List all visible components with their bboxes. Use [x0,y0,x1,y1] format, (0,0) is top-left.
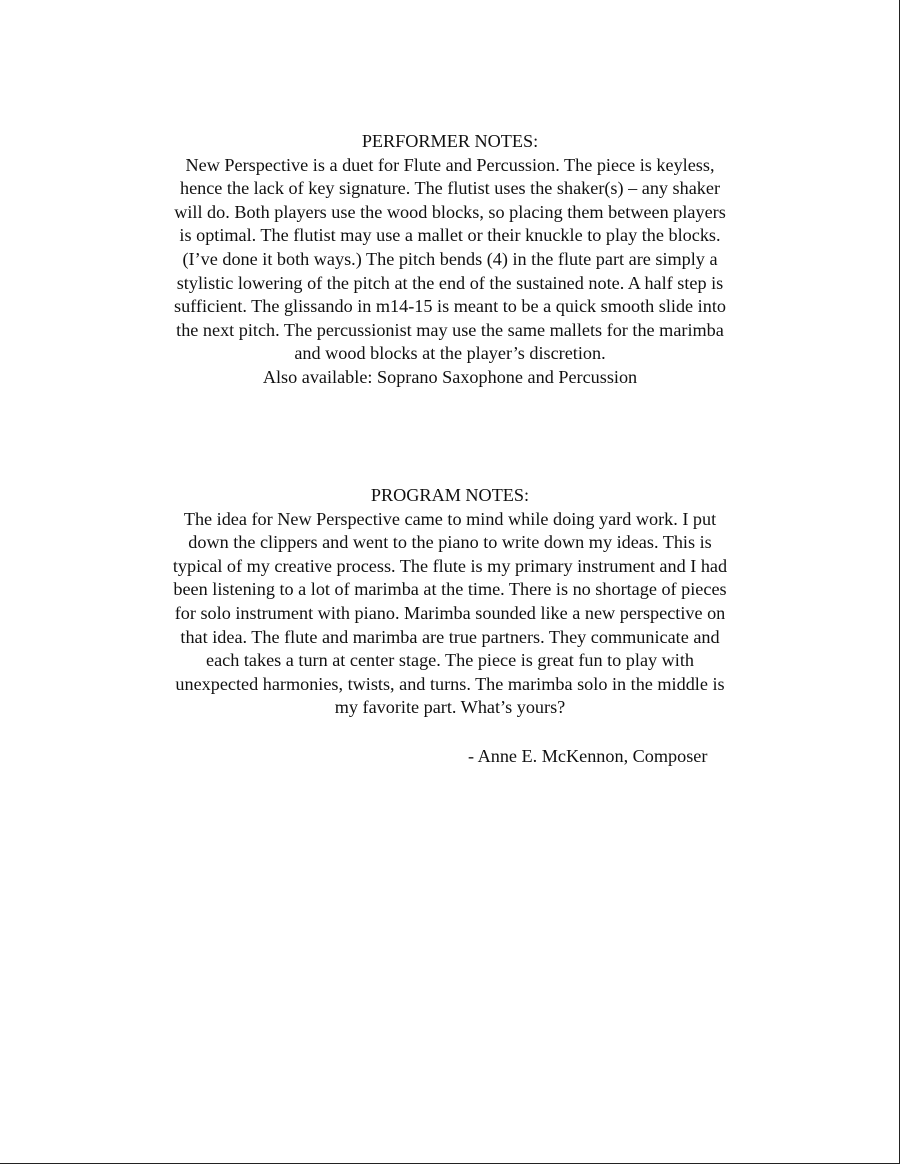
performer-notes-line: sufficient. The glissando in m14-15 is meant to be a quick smooth slide into [174,296,726,317]
program-notes-heading: PROGRAM NOTES: [370,485,530,505]
performer-notes-line: stylistic lowering of the pitch at the end of the sustained note. A half step is [176,272,724,293]
performer-notes-line: (I’ve done it both ways.) The pitch bends (4) in the flute part are simply a [182,248,718,269]
program-notes-line: that idea. The flute and marimba are true partners. They communicate and [180,626,720,647]
performer-notes-line: the next pitch. The percussionist may use the same mallets for the marimba [176,319,724,340]
performer-notes-line: is optimal. The flutist may use a mallet or their knuckle to play the blocks. [179,225,721,246]
performer-notes-line: will do. Both players use the wood blocks, so placing them between players [174,201,726,222]
performer-notes-line: and wood blocks at the player’s discretion. [294,343,606,364]
performer-notes-line: hence the lack of key signature. The flutist uses the shaker(s) – any shaker [179,178,721,199]
program-notes-line: down the clippers and went to the piano to write down my ideas. This is [188,532,712,553]
program-notes-line: The idea for New Perspective came to mind while doing yard work. I put [183,508,717,529]
program-notes-line: typical of my creative process. The flute is my primary instrument and I had [172,555,728,576]
performer-notes-availability: Also available: Soprano Saxophone and Percussion [262,366,638,387]
performer-notes-heading: PERFORMER NOTES: [361,131,539,151]
composer-signature: - Anne E. McKennon, Composer [468,746,708,766]
program-notes-line: for solo instrument with piano. Marimba sounded like a new perspective on [174,602,726,623]
program-notes-line: each takes a turn at center stage. The piece is great fun to play with [206,650,694,671]
program-notes-line: my favorite part. What’s yours? [334,697,566,718]
program-notes-section [120,484,780,720]
program-notes-line: been listening to a lot of marimba at the time. There is no shortage of pieces [173,579,727,600]
program-notes-line: unexpected harmonies, twists, and turns. The marimba solo in the middle is [175,673,725,694]
performer-notes-line: New Perspective is a duet for Flute and Percussion. The piece is keyless, [185,154,715,175]
performer-notes-section [120,130,780,390]
